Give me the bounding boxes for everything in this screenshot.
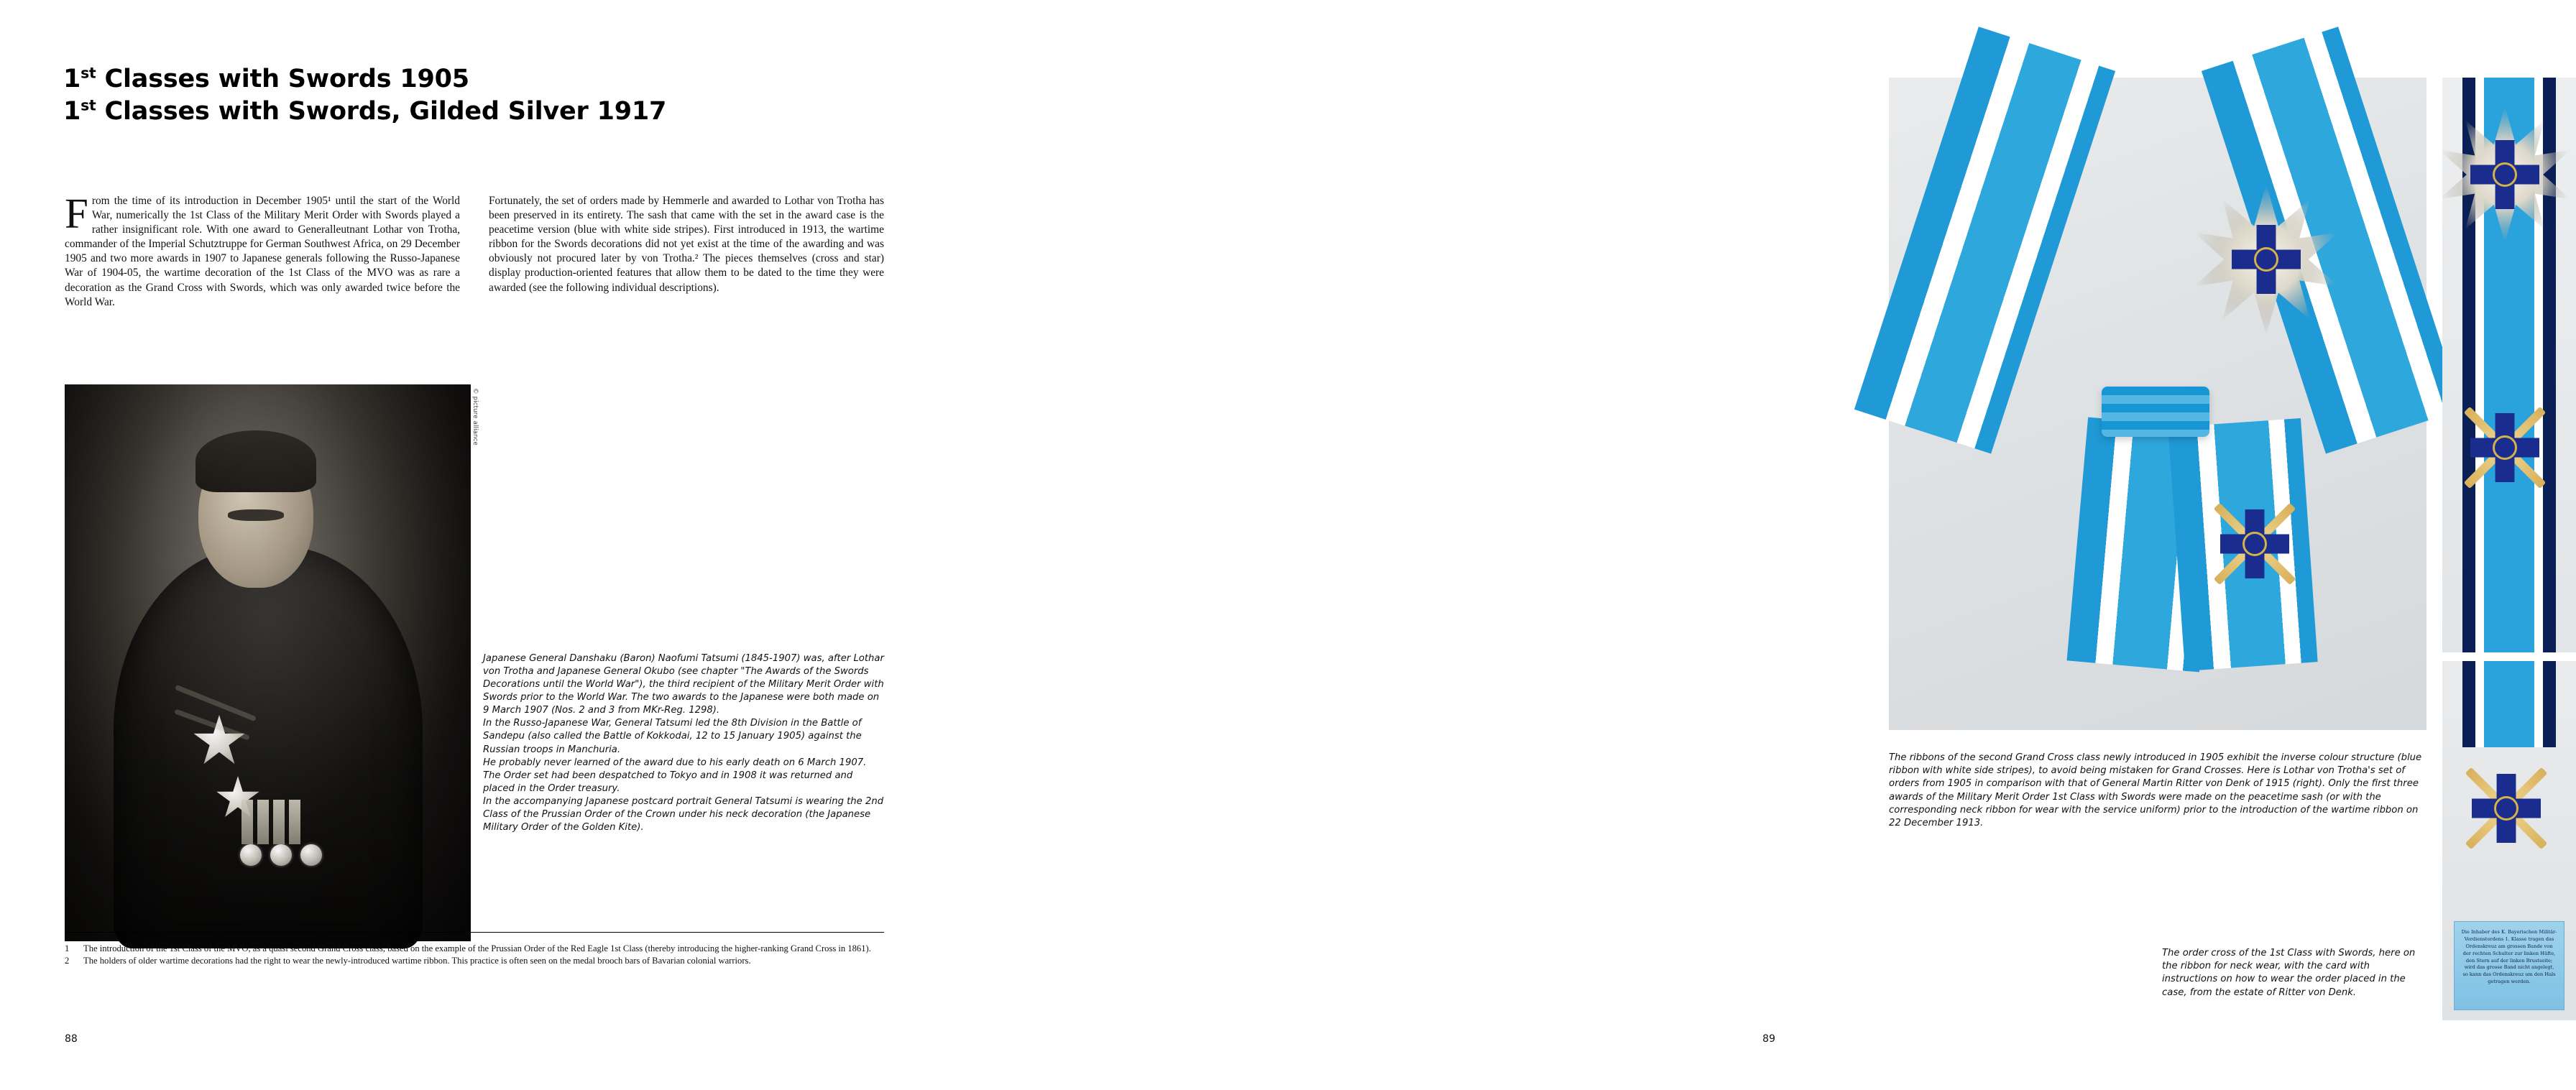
title-line-1 (63, 63, 840, 96)
photo-vignette (65, 384, 471, 941)
star-medallion-icon (2254, 247, 2278, 272)
title-line-2-text: Classes with Swords, Gilded Silver 1917 (96, 96, 667, 126)
caption-portrait-para-4: In the accompanying Japanese postcard portrait General Tatsumi is wearing the 2nd Class of the Prussian Order of the Crown under his neck decoration (the Japanese Military Order of the Golden Kite). (483, 795, 884, 833)
page-number-right: 89 (1762, 1033, 1775, 1045)
caption-portrait (483, 652, 884, 834)
body-paragraph-1: From the time of its introduction in December 1905¹ until the start of the World War, numerically the 1st Class of the Military Merit Order with Swords played a rather insignificant role. With one award to Generalleutnant Lothar von Trotha, commander of the Imperial Schutztruppe for German Southwest Africa, on 29 December 1905 and two more awards in 1907 to Japanese generals following the Russo-Japanese War of 1904-05, the wartime decoration of the 1st Class of the MVO was as rare a decoration as the Grand Cross with Swords, which was only awarded twice before the World War. (65, 190, 460, 308)
case-order-cross (2445, 747, 2567, 869)
footnote-text: The holders of older wartime decorations had the right to wear the newly-introduced wartime ribbon. This practice is often seen on the medal brooch bars of Bavarian colonial warriors. (83, 955, 751, 966)
photo-credit: © picture alliance (472, 388, 479, 445)
star-medallion-icon (2493, 162, 2517, 187)
order-medallion-icon (2493, 435, 2517, 460)
photo-order-set-sash (1889, 78, 2426, 730)
page-number-left: 88 (65, 1033, 78, 1045)
title-line-2 (63, 96, 840, 128)
caption-order-set: The ribbons of the second Grand Cross class newly introduced in 1905 exhibit the inverse colour structure (blue ribbon with white side stripes), to avoid being mistaken for Grand Crosses. Here is Lothar von Trotha's set of orders from 1905 in comparison with that of General Martin Ritter von Denk of 1915 (right). Only the first three awards of the Military Merit Order 1st Class with Swords were made on the peacetime sash (or with the corresponding neck ribbon for wear with the service uniform) prior to the introduction of the wartime ribbon on 22 December 1913. (1889, 752, 2422, 829)
body-columns (65, 190, 884, 310)
order-cross-on-sash (2191, 480, 2319, 608)
title-line-1-superscript: st (80, 64, 96, 82)
footnote-divider (65, 932, 884, 933)
title-line-1-prefix: 1 (63, 65, 81, 93)
photo-cross-in-case (2442, 661, 2576, 1020)
body-column-2 (489, 194, 884, 310)
footnote-number: 1 (65, 943, 70, 953)
instruction-card: Die Inhaber des K. Bayerischen Militär-Verdienstordens 1. Klasse tragen das Ordenskreuz am grossen Bande von der rechten Schulter zur linken Hüfte, den Stern auf der linken Brustseite; wird das grosse Band nicht angelegt, so kann das Ordenskreuz um den Hals getragen werden. (2454, 921, 2564, 1010)
title-line-2-superscript: st (80, 96, 96, 114)
order-medallion-icon (2494, 796, 2518, 821)
title-line-2-prefix: 1 (63, 96, 81, 126)
caption-portrait-para-1: Japanese General Danshaku (Baron) Naofumi Tatsumi (1845-1907) was, after Lothar von Trotha and Japanese General Okubo (see chapter "The Awards of the Swords Decorations until the World War"), the third recipient of the Military Merit Order with Swords prior to the World War. The two awards to the Japanese were both made on 9 March 1907 (Nos. 2 and 3 from MKr-Reg. 1298). (483, 653, 884, 716)
title-line-1-text: Classes with Swords 1905 (96, 65, 469, 93)
page-left (0, 0, 920, 1090)
footnotes (65, 943, 884, 966)
page-right (920, 0, 2557, 1090)
sash-knot (2102, 387, 2209, 437)
comparison-order-cross (2444, 387, 2566, 509)
footnote-item (65, 943, 884, 955)
order-medallion-icon (2242, 532, 2267, 556)
sash-band-left (1854, 27, 2115, 453)
caption-portrait-para-2: In the Russo-Japanese War, General Tatsumi led the 8th Division in the Battle of Sandepu (also called the Battle of Kokkodai, 12 to 15 January 1905) against the Russian troops in Manchuria. (483, 718, 862, 755)
body-paragraph-2: Fortunately, the set of orders made by Hemmerle and awarded to Lothar von Trotha has been preserved in its entirety. The sash that came with the set in the award case is the peacetime version (blue with white side stripes). First introduced in 1913, the wartime ribbon for the Swords decorations did not yet exist at the time of the awarding and was obviously not procured later by von Trotha.² The pieces themselves (cross and star) display production-oriented features that allow them to be dated to the time they were awarded (see the following individual descriptions). (489, 195, 884, 294)
case-ribbon-band (2462, 661, 2556, 747)
page-title (63, 63, 840, 128)
body-column-1 (65, 190, 460, 310)
photo-comparison-set (2442, 78, 2576, 652)
breast-star (2191, 184, 2342, 335)
caption-portrait-para-3: He probably never learned of the award due to his early death on 6 March 1907. The Order set had been despatched to Tokyo and in 1908 it was returned and placed in the Order treasury. (483, 757, 867, 794)
portrait-photo (65, 384, 471, 941)
comparison-breast-star (2437, 106, 2573, 243)
caption-cross-in-case: The order cross of the 1st Class with Swords, here on the ribbon for neck wear, with the card with instructions on how to wear the order placed in the case, from the estate of Ritter von Denk. (2162, 948, 2416, 998)
footnote-number: 2 (65, 955, 70, 966)
footnote-text: The introduction of the 1st Class of the MVO, as a quasi second Grand Cross class, based on the example of the Prussian Order of the Red Eagle 1st Class (thereby introducing the higher-ranking Grand Cross in 1861). (83, 943, 871, 953)
footnote-item (65, 955, 884, 967)
